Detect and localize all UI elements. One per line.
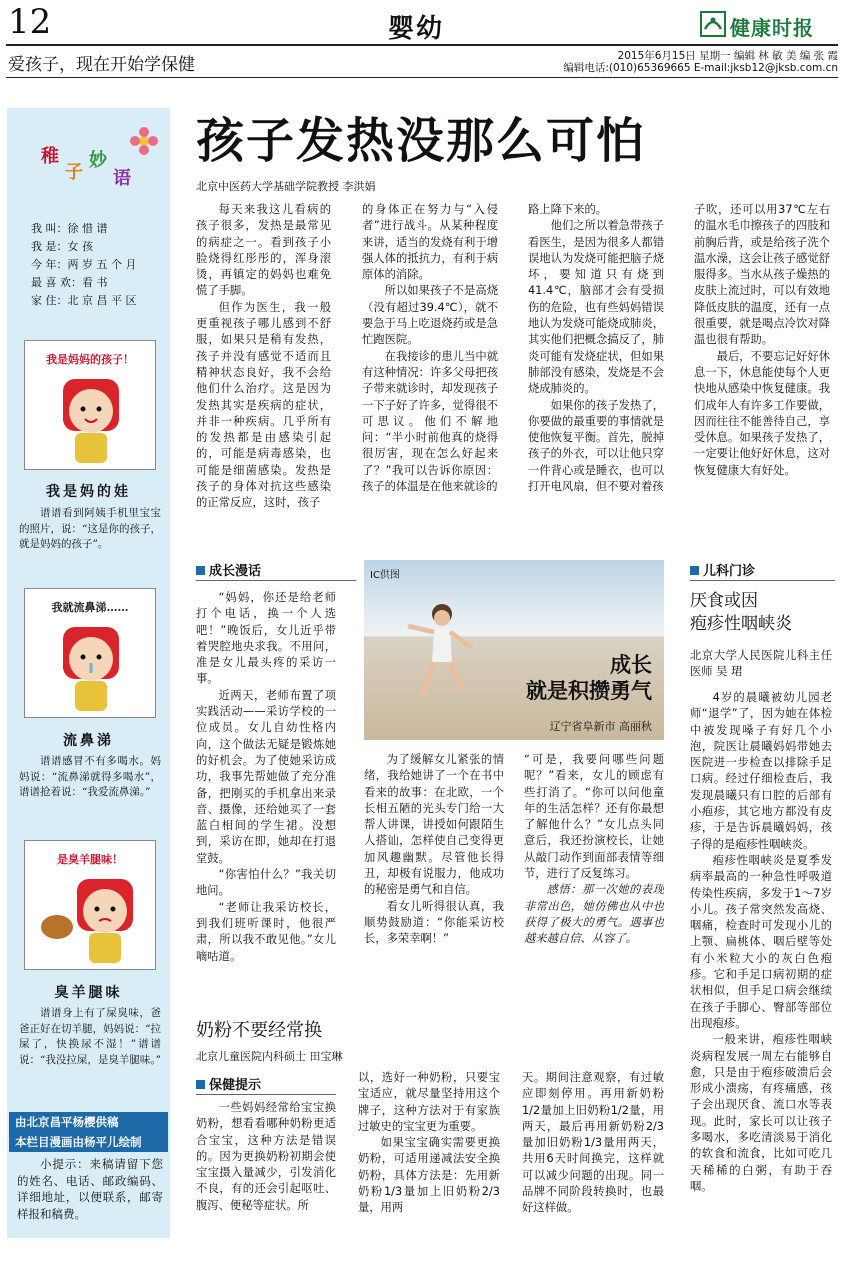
formula-column-1 [196,1100,336,1238]
lead-headline: 孩子发热没那么可怕 [196,113,647,169]
clinic-paragraph: 一般来讲，疱疹性咽峡炎病程发展一周左右能够自愈，只是由于疱疹破溃后会形成小溃疡，有疼痛感，孩子会出现厌食、流口水等表现。此时，家长可以让孩子多喝水，多吃清淡易于消化的软食和流食，比如可吃几天稀稀的白粥，有助于吞咽。 [690,1033,832,1193]
kid-profile-age: 今 年：两 岁 五 个 月 [31,258,137,271]
formula-paragraph: 以，选好一种奶粉，只要宝宝适应，就尽量坚持用这个牌子，这种方法对于有家族过敏史的宝宝更为重要。 [358,1071,500,1133]
clinic-paragraph: 疱疹性咽峡炎是夏季发病率最高的一种急性呼吸道传染性疾病，多发于1～7岁小儿。孩子常突然发高烧、咽痛，检查时可发现小儿的上颚、扁桃体、咽后壁等处有小米粒大小的灰白色疱疹。它和手足口病初期的症状相似，但手足口病会继续在孩子手脚心、臀部等部位出现疱疹。 [690,853,832,1030]
growth-column-1 [196,590,336,1002]
growth-kicker [196,560,261,579]
growth-photo [364,560,664,740]
formula-kicker-rule [196,1094,336,1095]
column-logo-char-2: 子 [65,162,83,183]
growth-paragraph: “老师让我采访校长，到我们班听课时，他很严肃，所以我不敢见他。”女儿嘀咕道。 [196,900,336,963]
kid-profile [31,220,166,310]
clinic-kicker-label: 儿科门诊 [703,564,756,579]
submission-tip-text: 小提示：来稿请留下您的姓名、电话、邮政编码、详细地址，以便联系，邮寄样报和稿费。 [17,1157,163,1221]
lead-paragraph: 如果你的孩子发热了，你要做的最重要的事情就是使他恢复平衡。首先，脱掉孩子的外衣，可以让他只穿一件背心或是睡衣，也可以打开电风扇，但不要对着孩 [528,398,664,494]
growth-column-3 [524,752,664,1002]
lead-paragraph: 他们之所以着急带孩子看医生，是因为很多人都错误地认为发烧可能把脑子烧坏，要知道只有烧到41.4℃，脑部才会有受损伤的危险，也有些妈妈错误地认为发烧可能烧成肺炎，其实他们把概念搞反了，肺炎可能有发烧症状，但如果肺部没有感染，发烧是不会烧成肺炎的。 [528,219,664,396]
comic-caption-text-1: 谱谱看到阿姨手机里宝宝的照片，说：“这是你的孩子，就是妈妈的孩子”。 [19,507,161,550]
comic-bubble-2: 我就流鼻涕…… [51,601,129,614]
credit-illustrator: 本栏目漫画由杨平儿绘制 [9,1132,168,1152]
kicker-square-icon [196,1080,205,1089]
lead-column-1 [196,202,331,547]
comic-caption-text-2: 谱谱感冒不有多喝水。妈妈说：“流鼻涕就得多喝水”，谱谱抢着说：“我爱流鼻涕。” [19,755,161,798]
comic-bubble-1: 我是妈妈的孩子！ [46,353,134,366]
comic-panel-2 [24,588,156,718]
comic-caption-3 [19,1006,161,1068]
comic-caption-title-1: 我是妈的娃 [46,484,131,500]
kid-profile-gender: 我 是：女 孩 [31,240,93,253]
growth-kicker-rule [196,580,356,581]
lead-paragraph: 所以如果孩子不是高烧（没有超过39.4℃），就不要急于马上吃退烧药或是急忙跑医院。 [362,284,498,347]
clinic-title-line-1: 厌食或因 [690,591,758,611]
growth-reflection: 感悟：那一次她的表现非常出色，她仿佛也从中也获得了极大的勇气。遇事也越来越自信、从容了。 [524,883,664,946]
comic-caption-2 [19,754,161,801]
kid-profile-name: 我 叫：徐 惜 谱 [31,222,108,235]
column-logo-char-4: 语 [113,168,131,189]
comic-panel-3 [24,840,156,970]
page-slogan: 爱孩子，现在开始学保健 [8,55,195,75]
lead-paragraph: 路上降下来的。 [528,203,608,216]
comic-caption-title-2: 流鼻涕 [63,733,114,749]
formula-byline: 北京儿童医院内科硕士 田宝琳 [196,1050,343,1063]
comic-caption-1 [19,506,161,553]
kicker-square-icon [196,566,205,575]
growth-paragraph: 看女儿听得很认真，我顺势鼓励道：“你能采访校长，多荣幸啊！” [364,899,504,946]
growth-title [526,652,652,704]
kid-profile-home: 家 住：北 京 昌 平 区 [31,294,137,307]
running-child-icon [394,600,484,720]
formula-paragraph: 天。期间注意观察，有过敏应即刻停用。再用新奶粉1/2量加上旧奶粉1/2量，用两天，最后再用新奶粉2/3量加旧奶粉1/3量用两天，共用6天时间换完，这样就可以减少问题的出现。同一品牌不同阶段转换时，也最好这样做。 [522,1071,664,1215]
section-title: 婴幼 [388,14,445,44]
column-logo-char-1: 稚 [41,146,59,167]
clinic-byline-text: 北京大学人民医院儿科主任医师 吴 珺 [690,649,832,679]
submission-tip [17,1156,163,1222]
comic-panel-1 [24,340,156,470]
clinic-kicker [690,560,755,579]
lead-column-2 [362,202,498,547]
girl-cartoon-icon [47,371,135,467]
masthead-rule-2 [6,77,838,78]
lead-paragraph: 最后，不要忘记好好休息一下，休息能使每个人更快地从感染中恢复健康。我们成年人有许多工作要做，因而往往不能善待自己，享受休息。如果孩子发热了，一定要让他好好休息，这对恢复健康大有好处。 [694,349,830,477]
formula-paragraph: 如果宝宝确实需要更换奶粉，可适用递减法安全换奶粉，具体方法是：先用新奶粉1/3量加上旧奶粉2/3量，用两 [358,1136,500,1215]
growth-paragraph: “你害怕什么？”我关切地问。 [196,868,336,898]
lead-column-3 [528,202,664,547]
formula-title: 奶粉不要经常换 [196,1020,322,1041]
formula-column-3 [522,1070,664,1238]
newspaper-logo [700,10,840,40]
girl-lamb-leg-cartoon-icon [35,871,147,967]
column-logo-char-3: 妙 [89,150,107,171]
comic-caption-title-3: 臭羊腿味 [54,985,123,1001]
clinic-body [690,690,832,1238]
comic-bubble-3: 是臭羊腿味！ [57,853,123,866]
column-logo [21,118,161,198]
page-number: 12 [8,2,52,42]
clinic-byline [690,648,832,684]
logo-text: 健康时报 [730,16,814,40]
growth-paragraph: “妈妈，你还是给老师打个电话，换一个人选吧！”晚饭后，女儿近乎带着哭腔地央求我。不用问，准是女儿最头疼的采访一事。 [196,591,336,686]
growth-paragraph: 近两天，老师布置了项实践活动——采访学校的一位成员。女儿自幼性格内向，这个做法无疑是锻炼她的好机会。为了使她采访成功，我事先帮她做了充分准备，把刚买的手机拿出来录音、摄像，还给她买了一套蓝白相间的学生裙。没想到，采访在即，她却在打退堂鼓。 [196,688,336,865]
growth-title-line-2: 就是积攒勇气 [526,678,652,703]
lead-column-4 [694,202,830,547]
growth-author: 辽宁省阜新市 高丽秋 [549,720,652,733]
formula-kicker [196,1074,261,1093]
formula-paragraph: 一些妈妈经常给宝宝换奶粉，想看看哪种奶粉更适合宝宝，这种方法是错误的。因为更换奶粉初期会使宝宝摄入量减少，引发消化不良，有的还会引起呕吐、腹泻、便秘等症状。所 [196,1101,336,1212]
formula-kicker-label: 保健提示 [209,1078,262,1093]
growth-paragraph: “可是，我要问哪些问题呢？”看来，女儿的顾虑有些打消了。“你可以问他童年的生活怎样？还有你最想了解他什么？”女儿点头同意后，我还扮演校长，让她从敲门动作到面部表情等细节，进行了反复练习。 [524,753,664,881]
growth-paragraph: 为了缓解女儿紧张的情绪，我给她讲了一个在书中看来的故事：在北欧，一个长相五陋的光头专门给一大帮人讲课，讲授如何跟陌生人搭讪，怎样使自己变得更加风趣幽默。尽管他长得丑，却极有说服力，他成功的秘密是勇气和自信。 [364,753,504,897]
lead-byline: 北京中医药大学基础学院教授 李洪娟 [196,180,376,193]
lead-paragraph: 子吹，还可以用37℃左右的温水毛巾擦孩子的四肢和前胸后背，或是给孩子洗个温水澡，这会让孩子感觉舒服得多。当水从孩子燥热的皮肤上流过时，可以有效地降低皮肤的温度，还有一点很重要，就是喝点冷饮对降温也很有帮助。 [694,203,830,347]
comic-caption-text-3: 谱谱身上有了屎臭味，爸爸正好在切羊腿，妈妈说：“拉屎了，快换尿不湿！”谱谱说：“我没拉屎，是臭羊腿味。” [19,1007,161,1066]
growth-kicker-label: 成长漫话 [209,564,262,579]
kid-profile-likes: 最 喜 欢：看 书 [31,276,108,289]
masthead-rule [6,44,838,46]
lead-paragraph: 每天来我这儿看病的孩子很多，发热是最常见的病症之一。看到孩子小脸烧得红彤彤的，浑身滚烫，再镇定的妈妈也难免慌了手脚。 [196,203,331,298]
growth-column-2 [364,752,504,1002]
clinic-title [690,590,835,636]
lead-paragraph: 但作为医生，我一般更重视孩子哪儿感到不舒服，如果只是稍有发热，孩子并没有感觉不适而且精神状态良好，我不会给他们什么治疗。这是因为发热其实是疾病的症状，并非一种疾病。几乎所有的发热都是由感染引起的，可能是病毒感染，也可能是细菌感染。发热是孩子的身体对抗这些感染的正常反应，这时，孩子 [196,300,331,510]
sidebar-kids-sayings [7,108,170,1238]
photo-credit: IC供图 [370,570,400,581]
lead-paragraph: 在我接诊的患儿当中就有这种情况：许多父母把孩子带来就诊时，却发现孩子一下子好了许多，觉得很不可思议。他们不解地问：“半小时前他真的烧得很厉害，现在怎么好起来了？”我可以告诉你原因：孩子的体温是在他来就诊的 [362,349,498,494]
credit-supplier: 由北京昌平杨樱供稿 [9,1112,168,1132]
lead-paragraph: 的身体正在努力与“入侵者”进行战斗。从某种程度来讲，适当的发烧有利于增强人体的抵抗力，有利于病原体的消除。 [362,203,498,282]
phone-email-line: 编辑电话:(010)65369665 E-mail:jksb12@jksb.com.cn [563,62,838,74]
clinic-kicker-rule [690,580,835,581]
clinic-title-line-2: 疱疹性咽峡炎 [690,614,792,634]
kicker-square-icon [690,566,699,575]
clinic-paragraph: 4岁的晨曦被幼儿园老师“退学”了，因为她在体检中被发现嗓子有好几个小泡，院医让晨曦妈妈带她去医院进一步检查以排除手足口病。经过仔细检查后，我发现晨曦只有口腔的后部有小疱疹，其它地方都没有皮疹，于是告诉晨曦妈妈，孩子得的是疱疹性咽峡炎。 [690,691,832,851]
girl-runny-nose-cartoon-icon [47,619,135,715]
formula-column-2 [358,1070,500,1238]
flower-icon [129,126,159,156]
date-editor-line: 2015年6月15日 星期一 编辑 林 敏 美 编 张 霞 [617,50,838,62]
logo-mark-icon [700,11,726,37]
growth-title-line-1: 成长 [610,652,652,677]
